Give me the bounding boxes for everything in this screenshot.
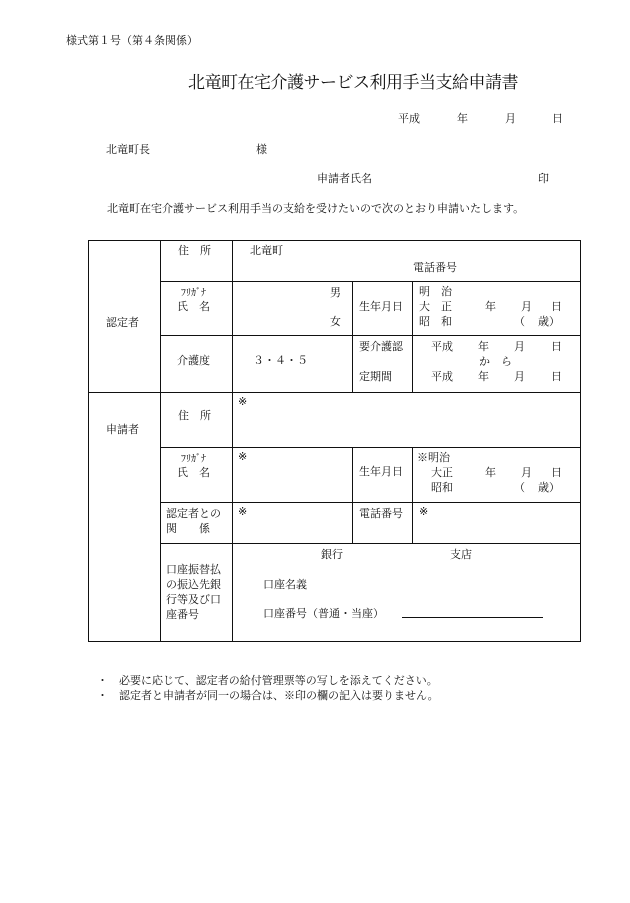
applicant-era-meiji: ※明治 [417,451,450,464]
applicant-address-mark: ※ [238,395,248,408]
bank-label-4: 座番号 [166,608,199,621]
certified-address-label: 住 所 [178,244,211,257]
applicant-phone-mark: ※ [419,505,429,518]
certified-name-label: 氏 名 [177,300,210,313]
form-number: 様式第１号（第４条関係） [66,34,198,47]
certified-birth-year: 年 [485,300,496,313]
application-table [88,240,581,642]
applicant-birth-month: 月 [521,466,532,479]
relation-mark: ※ [238,505,248,518]
account-number-underline [402,617,543,618]
applicant-name-mark: ※ [238,450,248,463]
applicant-name-label: 申請者氏名 [317,172,372,185]
cert-period-label-2: 定期間 [359,370,392,383]
date-era: 平成 [398,112,420,125]
relation-label-1: 認定者との [166,507,221,520]
cert-period-end-day: 日 [551,370,562,383]
note-2: ・ 認定者と申請者が同一の場合は、※印の欄の記入は要りません。 [97,689,439,702]
date-month: 月 [505,112,516,125]
certified-birth-month: 月 [521,300,532,313]
intro-text: 北竜町在宅介護サービス利用手当の支給を受けたいので次のとおり申請いたします。 [107,202,525,215]
seal-mark: 印 [538,172,549,185]
applicant-age-open: （ [514,481,525,494]
cert-period-end-month: 月 [514,370,525,383]
account-number-label: 口座番号（普通・当座） [263,607,384,620]
bank-label-2: の振込先銀 [166,578,221,591]
relation-label-2: 関 係 [166,522,210,535]
certified-era-showa: 昭 和 [419,315,452,328]
page-title: 北竜町在宅介護サービス利用手当支給申請書 [188,73,518,93]
addressee-honorific: 様 [256,143,267,156]
certified-female: 女 [330,315,341,328]
date-year: 年 [457,112,468,125]
care-level-value: ３・４・５ [253,354,308,367]
branch-name-label: 支店 [450,548,472,561]
certified-address-value: 北竜町 [250,244,283,257]
bank-label-3: 行等及び口 [166,593,221,606]
certified-phone-label: 電話番号 [413,261,457,274]
certified-age-open: （ [514,315,525,328]
certified-age-close: 歳） [538,315,560,328]
applicant-section-label: 申請者 [106,423,139,436]
cert-period-start-year: 年 [478,340,489,353]
applicant-phone-label: 電話番号 [359,507,403,520]
applicant-furigana-label: ﾌﾘｶﾞﾅ [181,454,206,465]
applicant-name-label: 氏 名 [177,466,210,479]
bank-label-1: 口座振替払 [166,563,221,576]
certified-birth-day: 日 [551,300,562,313]
certified-era-taisho: 大 正 [419,300,452,313]
care-level-label: 介護度 [177,354,210,367]
applicant-birth-year: 年 [485,466,496,479]
cert-period-end-era: 平成 [431,370,453,383]
cert-period-start-month: 月 [514,340,525,353]
cert-period-from: か ら [479,355,512,368]
certified-birthdate-label: 生年月日 [359,300,403,313]
cert-period-end-year: 年 [478,370,489,383]
certified-era-meiji: 明 治 [419,285,452,298]
cert-period-label-1: 要介護認 [359,340,403,353]
applicant-address-label: 住 所 [178,409,211,422]
account-name-label: 口座名義 [263,578,307,591]
certified-male: 男 [330,286,341,299]
applicant-era-showa: 昭和 [431,481,453,494]
bank-name-label: 銀行 [321,548,343,561]
applicant-age-close: 歳） [538,481,560,494]
applicant-birth-day: 日 [551,466,562,479]
certified-section-label: 認定者 [106,316,139,329]
addressee-name: 北竜町長 [106,143,150,156]
applicant-era-taisho: 大正 [431,466,453,479]
applicant-birthdate-label: 生年月日 [359,465,403,478]
certified-furigana-label: ﾌﾘｶﾞﾅ [181,288,206,299]
note-1: ・ 必要に応じて、認定者の給付管理票等の写しを添えてください。 [97,674,438,687]
date-day: 日 [552,112,563,125]
cert-period-start-day: 日 [551,340,562,353]
cert-period-start-era: 平成 [431,340,453,353]
